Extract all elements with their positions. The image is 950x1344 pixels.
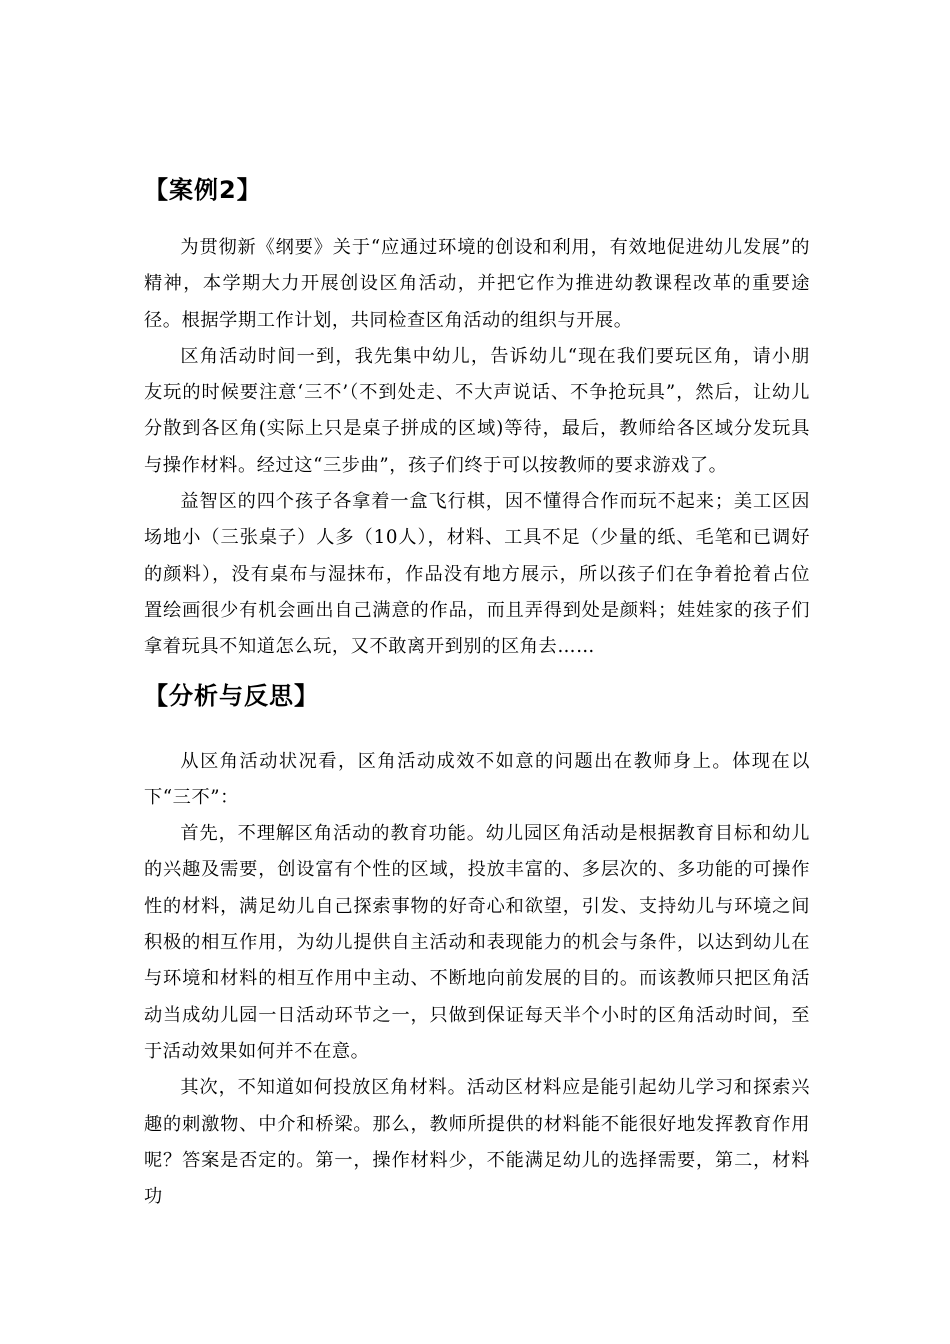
case-paragraph-2: 区角活动时间一到，我先集中幼儿，告诉幼儿“现在我们要玩区角，请小朋友玩的时候要注意‘三不’（不到处走、不大声说话、不争抢玩具”，然后，让幼儿分散到各区角(实际上只是桌子拼成的区域)等待，最后，教师给各区域分发玩具与操作材料。经过这“三步曲”，孩子们终于可以按教师的要求游戏了。 <box>144 345 810 476</box>
document-page <box>144 170 810 1215</box>
case-paragraph-1: 为贯彻新《纲要》关于“应通过环境的创设和利用，有效地促进幼儿发展”的精神，本学期大力开展创设区角活动，并把它作为推进幼教课程改革的重要途径。根据学期工作计划，共同检查区角活动的组织与开展。 <box>144 237 810 331</box>
analysis-paragraph-3: 其次，不知道如何投放区角材料。活动区材料应是能引起幼儿学习和探索兴趣的刺激物、中介和桥梁。那么，教师所提供的材料能不能很好地发挥教育作用呢？答案是否定的。第一，操作材料少，不能满足幼儿的选择需要，第二，材料功 <box>144 1077 810 1208</box>
analysis-heading: 【分析与反思】 <box>144 681 319 710</box>
case-heading: 【案例2】 <box>144 176 262 204</box>
analysis-paragraph-2: 首先，不理解区角活动的教育功能。幼儿园区角活动是根据教育目标和幼儿的兴趣及需要，创设富有个性的区域，投放丰富的、多层次的、多功能的可操作性的材料，满足幼儿自己探索事物的好奇心和欲望，引发、支持幼儿与环境之间积极的相互作用，为幼儿提供自主活动和表现能力的机会与条件，以达到幼儿在与环境和材料的相互作用中主动、不断地向前发展的目的。而该教师只把区角活动当成幼儿园一日活动环节之一，只做到保证每天半个小时的区角活动时间，至于活动效果如何并不在意。 <box>144 823 810 1062</box>
case-paragraph-3: 益智区的四个孩子各拿着一盒飞行棋，因不懂得合作而玩不起来；美工区因场地小（三张桌子）人多（10人），材料、工具不足（少量的纸、毛笔和已调好的颜料），没有桌布与湿抹布，作品没有地方展示，所以孩子们在争着抢着占位置绘画很少有机会画出自己满意的作品，而且弄得到处是颜料；娃娃家的孩子们拿着玩具不知道怎么玩，又不敢离开到别的区角去…… <box>144 491 810 658</box>
analysis-paragraph-1: 从区角活动状况看，区角活动成效不如意的问题出在教师身上。体现在以下“三不”： <box>144 750 810 808</box>
